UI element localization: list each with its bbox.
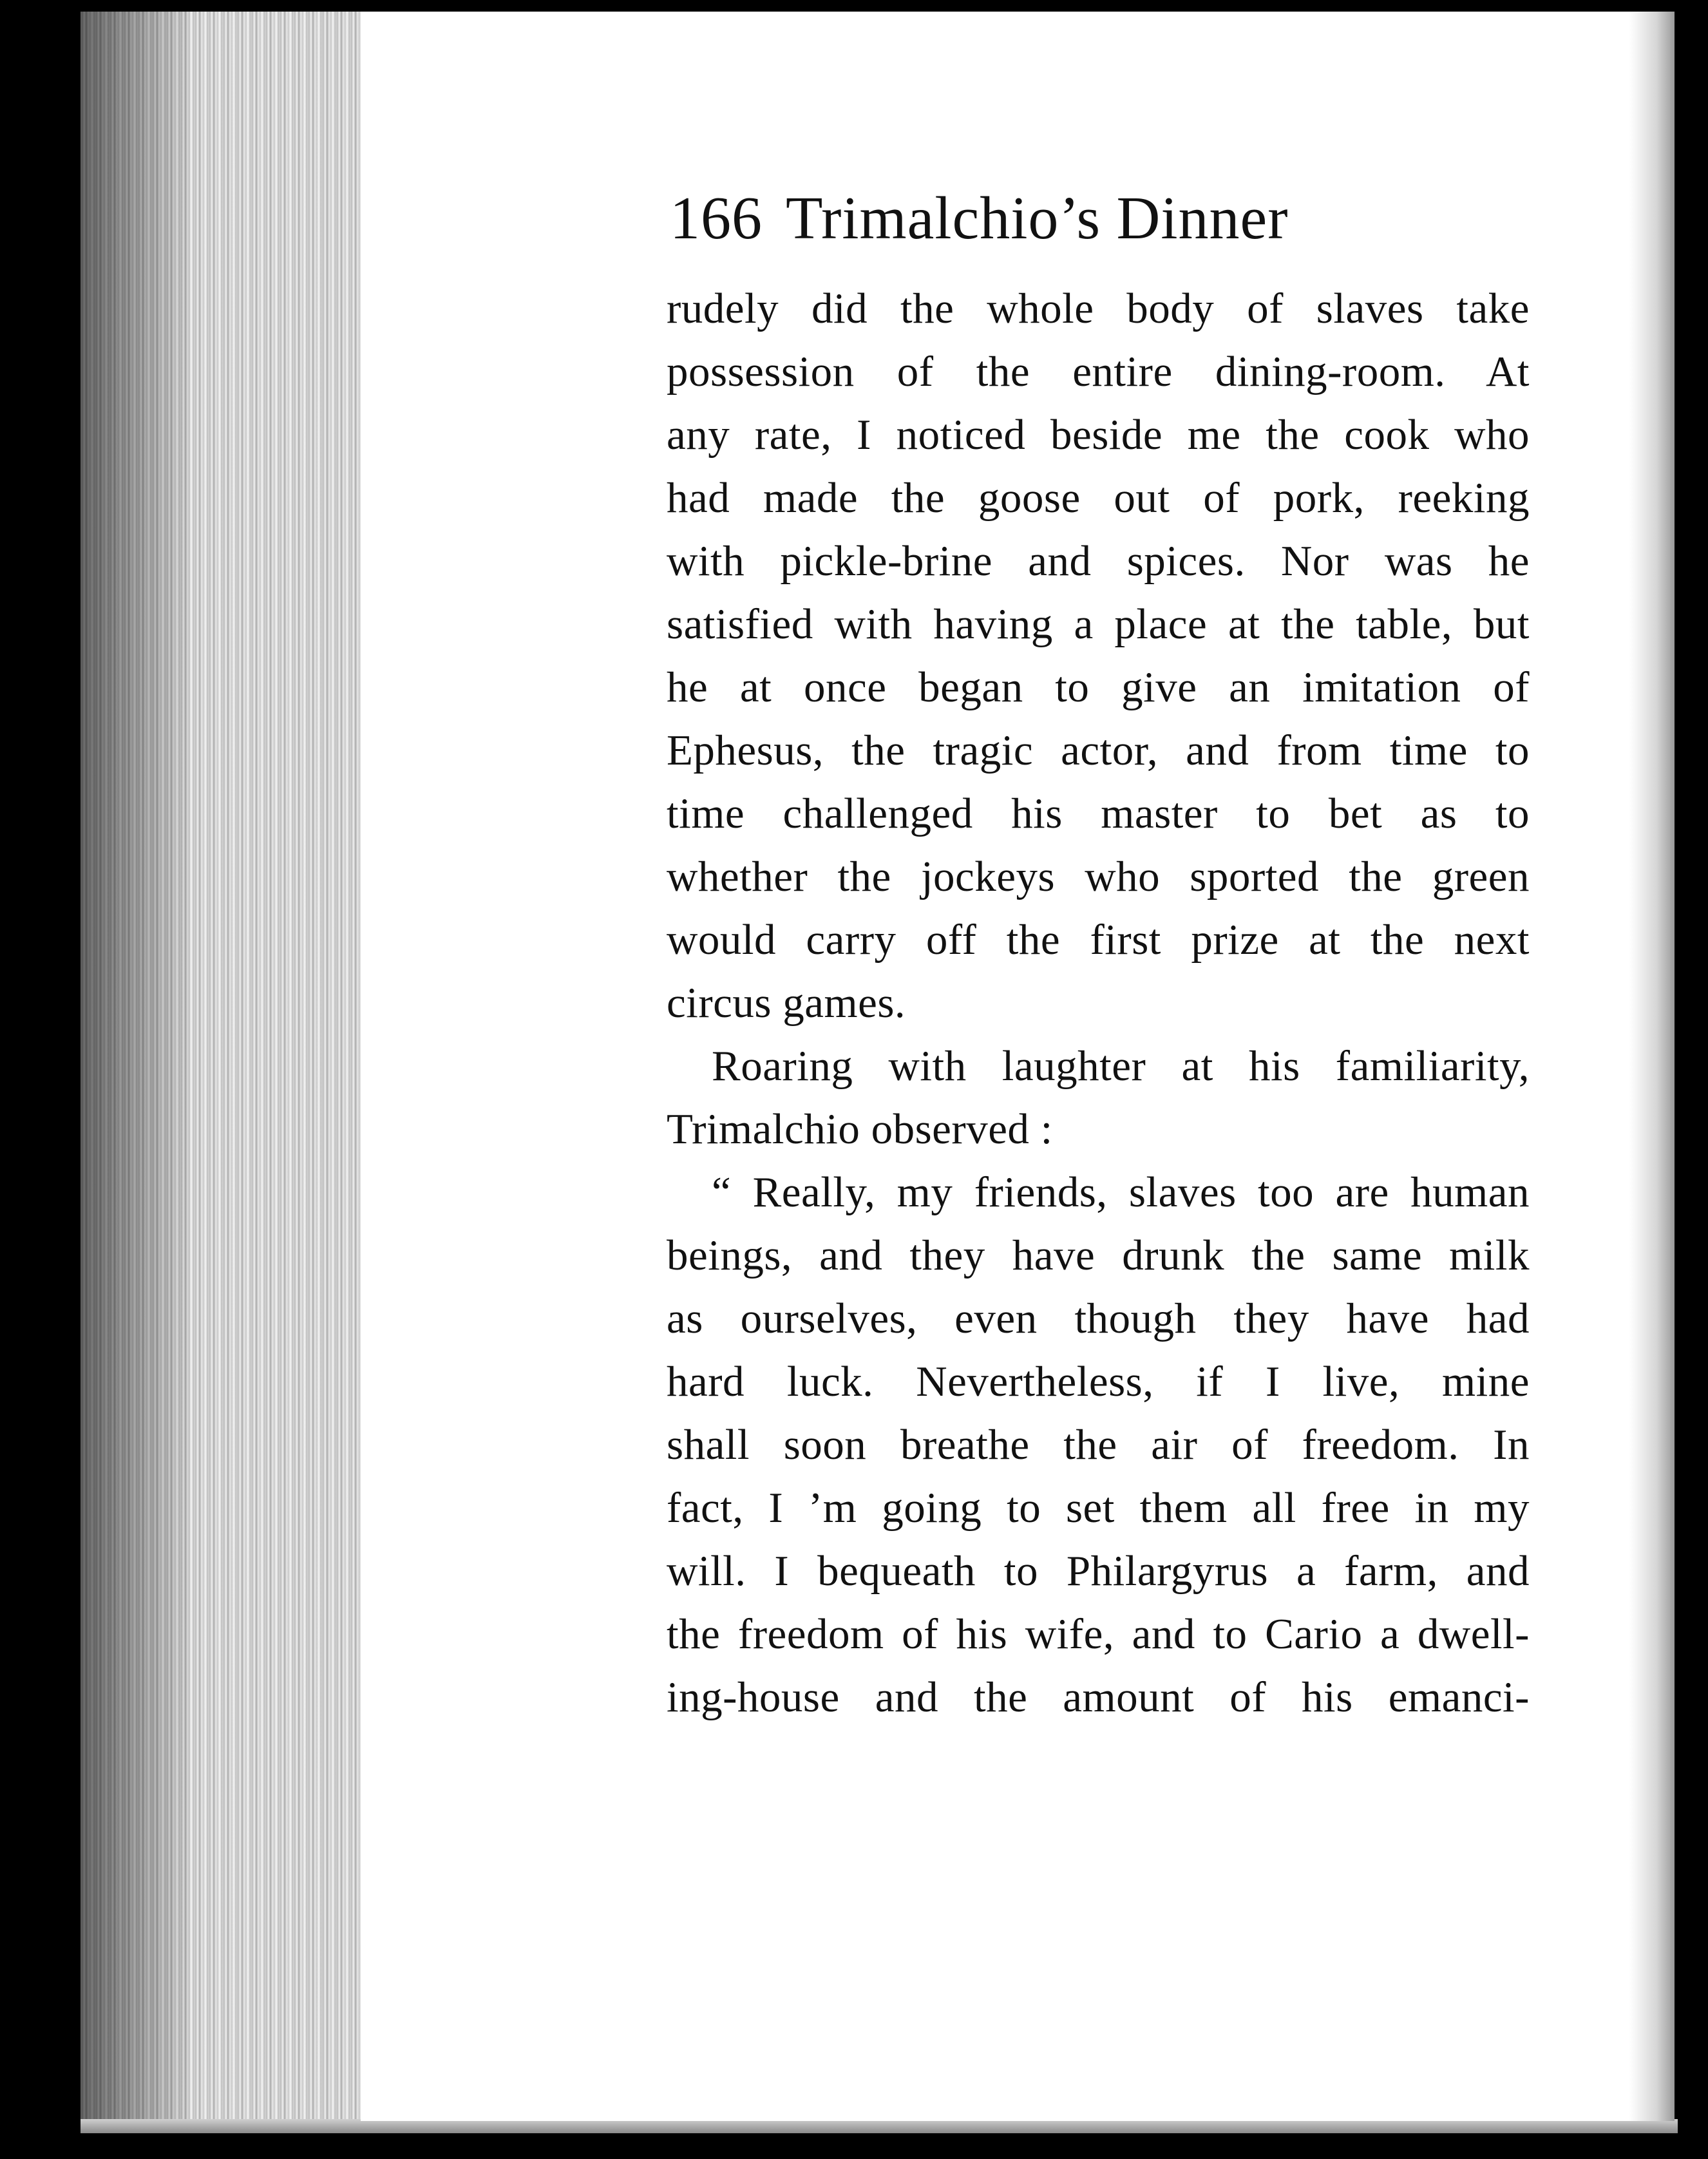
text-line: had made the goose out of pork, reeking: [667, 474, 1530, 522]
text-line: possession of the entire dining-room. At: [667, 348, 1530, 395]
paragraph: [667, 1161, 1530, 1729]
page-right-shadow: [1629, 12, 1675, 2121]
text-line: Roaring with laughter at his familiarity,: [712, 1042, 1530, 1090]
text-line: time challenged his master to bet as to: [667, 790, 1530, 837]
text-line: hard luck. Nevertheless, if I live, mine: [667, 1358, 1530, 1405]
text-line: will. I bequeath to Philargyrus a farm, and: [667, 1547, 1530, 1595]
paragraph: [667, 277, 1530, 1034]
running-head: [670, 184, 1443, 253]
running-title: Trimalchio’s Dinner: [786, 185, 1289, 252]
text-line: Ephesus, the tragic actor, and from time to: [667, 727, 1530, 774]
text-line: ing-house and the amount of his emanci-: [667, 1673, 1530, 1721]
text-line: fact, I ’m going to set them all free in my: [667, 1484, 1530, 1532]
text-line: the freedom of his wife, and to Cario a dwell-: [667, 1610, 1530, 1658]
text-line: shall soon breathe the air of freedom. In: [667, 1421, 1530, 1469]
text-line: with pickle-brine and spices. Nor was he: [667, 537, 1530, 585]
book-bottom-edge: [81, 2119, 1678, 2133]
text-line: whether the jockeys who sported the green: [667, 853, 1530, 900]
page-number: 166: [670, 185, 763, 252]
text-line: rudely did the whole body of slaves take: [667, 285, 1530, 332]
body-text: [667, 277, 1530, 1729]
paragraph: [667, 1034, 1530, 1161]
text-line: would carry off the first prize at the next: [667, 916, 1530, 964]
text-line: as ourselves, even though they have had: [667, 1295, 1530, 1342]
text-line: circus games.: [667, 979, 906, 1027]
text-line: “ Really, my friends, slaves too are human: [712, 1168, 1530, 1216]
binding-shadow: [81, 12, 190, 2131]
text-line: any rate, I noticed beside me the cook who: [667, 411, 1530, 459]
text-line: he at once began to give an imitation of: [667, 663, 1530, 711]
text-line: beings, and they have drunk the same milk: [667, 1232, 1530, 1279]
text-line: Trimalchio observed :: [667, 1105, 1053, 1153]
text-line: satisfied with having a place at the table, but: [667, 600, 1530, 648]
